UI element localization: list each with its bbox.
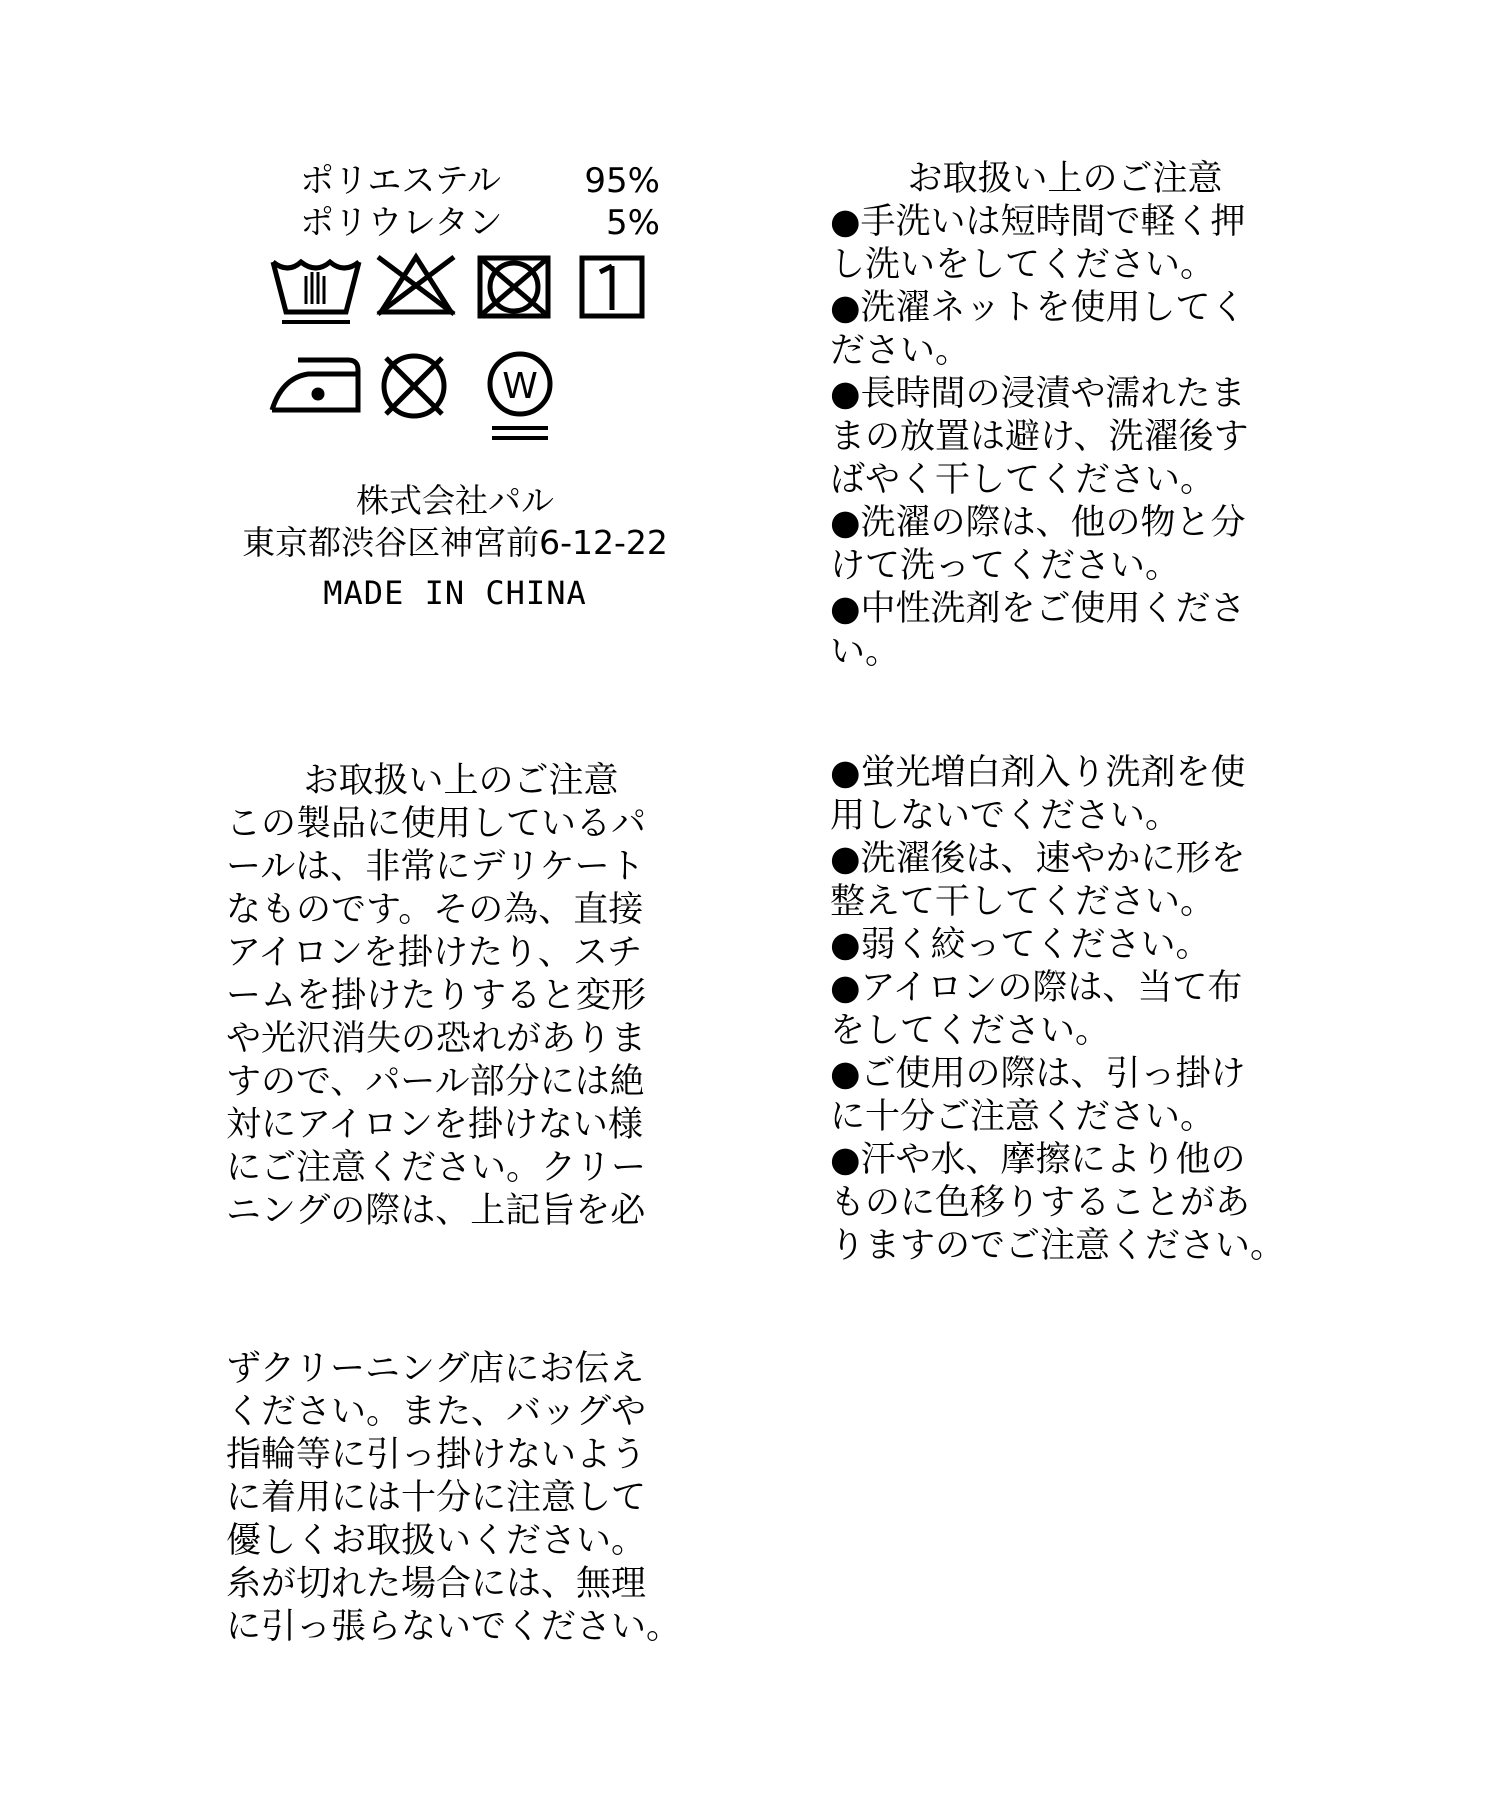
care-notice-right-top [830, 158, 1300, 674]
notice-line: 糸が切れた場合には、無理 [226, 1564, 647, 1604]
company-name: 株式会社パル [356, 481, 554, 520]
no-tumble-dry-icon [480, 258, 548, 316]
notice-line: ●中性洗剤をご使用くださ [830, 589, 1246, 629]
notice-line: ニングの際は、上記旨を必 [226, 1191, 646, 1231]
notice-line: ●洗濯ネットを使用してく [830, 288, 1246, 328]
material-name: ポリウレタン [300, 203, 503, 243]
notice-line: に十分ご注意ください。 [830, 1097, 1216, 1137]
care-symbols [268, 252, 668, 452]
care-notice-left-continued [226, 1348, 726, 1649]
notice-line: ください。また、バッグや [226, 1392, 647, 1432]
no-dry-clean-icon [384, 356, 444, 416]
notice-line: をしてください。 [830, 1011, 1111, 1051]
notice-line: や光沢消失の恐れがありま [226, 1019, 647, 1059]
notice-line: ●アイロンの際は、当て布 [830, 968, 1243, 1008]
notice-line: けて洗ってください。 [830, 546, 1181, 586]
notice-line: ●洗濯の際は、他の物と分 [830, 503, 1246, 543]
notice-line: りますのでご注意ください。 [830, 1226, 1286, 1266]
notice-line: ●洗濯後は、速やかに形を [830, 839, 1246, 879]
material-percent: 5% [606, 203, 660, 243]
notice-line: まの放置は避け、洗濯後す [830, 417, 1249, 457]
notice-line: ずクリーニング店にお伝え [226, 1349, 645, 1389]
no-bleach-icon [378, 257, 454, 314]
notice-line: 対にアイロンを掛けない様 [226, 1105, 643, 1145]
notice-line: ●蛍光増白剤入り洗剤を使 [830, 753, 1246, 793]
notice-line: に引っ張らないでください。 [226, 1607, 682, 1647]
notice-line: 整えて干してください。 [830, 882, 1216, 922]
line-dry-icon [582, 258, 642, 316]
notice-line: 用しないでください。 [830, 796, 1181, 836]
notice-line: し洗いをしてください。 [830, 245, 1216, 285]
company-address: 東京都渋谷区神宮前6-12-22 [242, 523, 668, 562]
notice-line: この製品に使用しているパ [226, 804, 647, 844]
notice-line: ものに色移りすることがあ [830, 1183, 1251, 1223]
notice-title: お取扱い上のご注意 [303, 761, 619, 801]
notice-line: い。 [830, 632, 901, 672]
care-notice-left [226, 760, 696, 1233]
hand-wash-icon [273, 262, 359, 322]
country-of-origin: MADE IN CHINA [323, 574, 587, 612]
notice-line: にご注意ください。クリー [226, 1148, 647, 1188]
notice-line: ださい。 [830, 331, 971, 371]
notice-line: ールは、非常にデリケート [226, 847, 645, 887]
notice-line: ●汗や水、摩擦により他の [830, 1140, 1246, 1180]
notice-line: ●長時間の浸漬や濡れたま [830, 374, 1246, 414]
notice-line: ●手洗いは短時間で軽く押 [830, 202, 1246, 242]
notice-line: アイロンを掛けたり、スチ [226, 933, 643, 973]
material-name: ポリエステル [300, 161, 501, 201]
notice-line: 優しくお取扱いください。 [226, 1521, 647, 1561]
notice-title: お取扱い上のご注意 [907, 159, 1223, 199]
notice-line: 指輪等に引っ掛けないよう [226, 1435, 647, 1475]
notice-line: なものです。その為、直接 [226, 890, 644, 930]
company-block [190, 480, 720, 614]
composition-row [300, 160, 660, 202]
notice-line: ●弱く絞ってください。 [830, 925, 1211, 965]
composition-row [300, 202, 660, 244]
care-notice-right-bottom [830, 752, 1310, 1268]
wet-clean-letter: W [502, 366, 538, 407]
notice-line: すので、パール部分には絶 [226, 1062, 645, 1102]
notice-line: ばやく干してください。 [830, 460, 1216, 500]
iron-low-icon [272, 360, 358, 410]
notice-line: ームを掛けたりすると変形 [226, 976, 647, 1016]
notice-line: に着用には十分に注意して [226, 1478, 647, 1518]
material-percent: 95% [584, 161, 660, 201]
composition-block [300, 160, 660, 244]
notice-line: ●ご使用の際は、引っ掛け [830, 1054, 1246, 1094]
